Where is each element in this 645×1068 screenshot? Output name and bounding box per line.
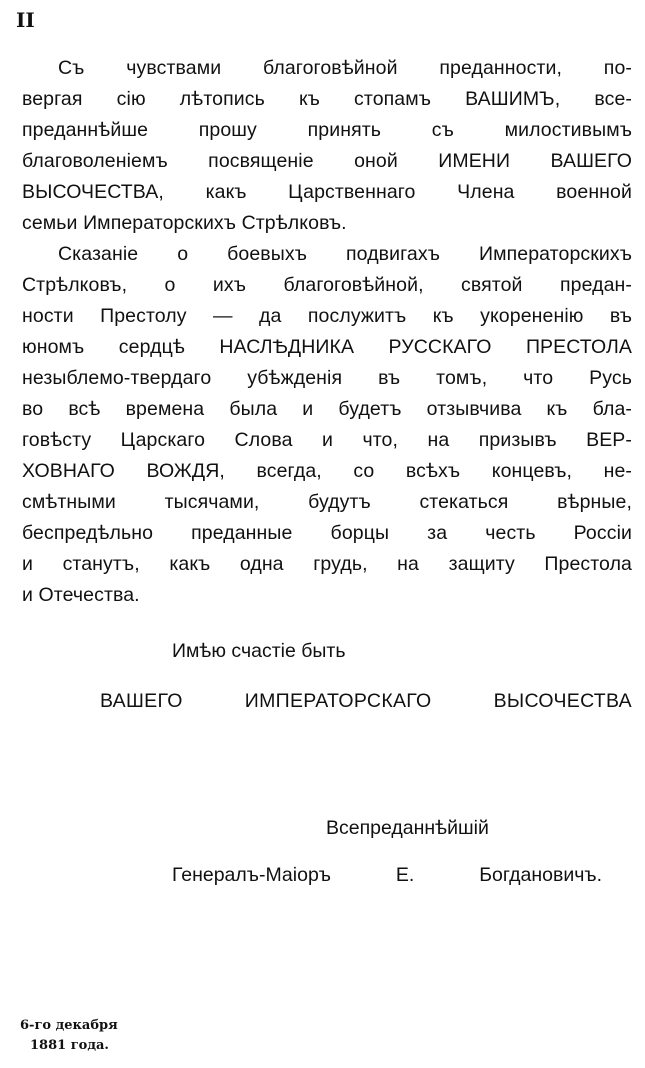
date-line-2: 1881 года.: [30, 1038, 109, 1053]
text-line: и Отечества.: [22, 584, 140, 606]
text-line: и станутъ, какъ одна грудь, на защиту Престола: [22, 553, 632, 575]
text-line: беспредѣльно преданные борцы за честь Россіи: [22, 522, 632, 544]
text-line: семьи Императорскихъ Стрѣлковъ.: [22, 212, 347, 234]
text-line: смѣтными тысячами, будутъ стекаться вѣрные,: [22, 491, 632, 513]
closing-addressee: ВАШЕГО ИМПЕРАТОРСКАГО ВЫСОЧЕСТВА: [100, 690, 632, 712]
text-line: Сказаніе о боевыхъ подвигахъ Императорскихъ: [58, 243, 632, 265]
closing-greeting: Имѣю счастіе быть: [172, 640, 346, 662]
text-line: во всѣ времена была и будетъ отзывчива къ бла-: [22, 398, 632, 420]
text-line: ности Престолу — да послужитъ къ укорененію въ: [22, 305, 632, 327]
text-line: ХОВНАГО ВОЖДЯ, всегда, со всѣхъ концевъ, не-: [22, 460, 632, 482]
text-line: юномъ сердцѣ НАСЛѢДНИКА РУССКАГО ПРЕСТОЛА: [22, 336, 632, 358]
text-line: Съ чувствами благоговѣйной преданности, по-: [58, 57, 632, 79]
text-line: преданнѣйше прошу принять съ милостивымъ: [22, 119, 632, 141]
signature-name: Генералъ-Маіоръ Е. Богдановичъ.: [172, 864, 602, 886]
text-line: незыблемо-твердаго убѣжденія въ томъ, что Русь: [22, 367, 632, 389]
text-line: вергая сію лѣтопись къ стопамъ ВАШИМЪ, все-: [22, 88, 632, 110]
page-number: II: [16, 8, 35, 32]
text-line: ВЫСОЧЕСТВА, какъ Царственнаго Члена военной: [22, 181, 632, 203]
text-line: говѣсту Царскаго Слова и что, на призывъ ВЕР-: [22, 429, 632, 451]
signature-title: Всепреданнѣйшій: [326, 817, 489, 839]
date-line-1: 6-го декабря: [20, 1018, 118, 1033]
text-line: благоволеніемъ посвященіе оной ИМЕНИ ВАШЕГО: [22, 150, 632, 172]
text-line: Стрѣлковъ, о ихъ благоговѣйной, святой предан-: [22, 274, 632, 296]
